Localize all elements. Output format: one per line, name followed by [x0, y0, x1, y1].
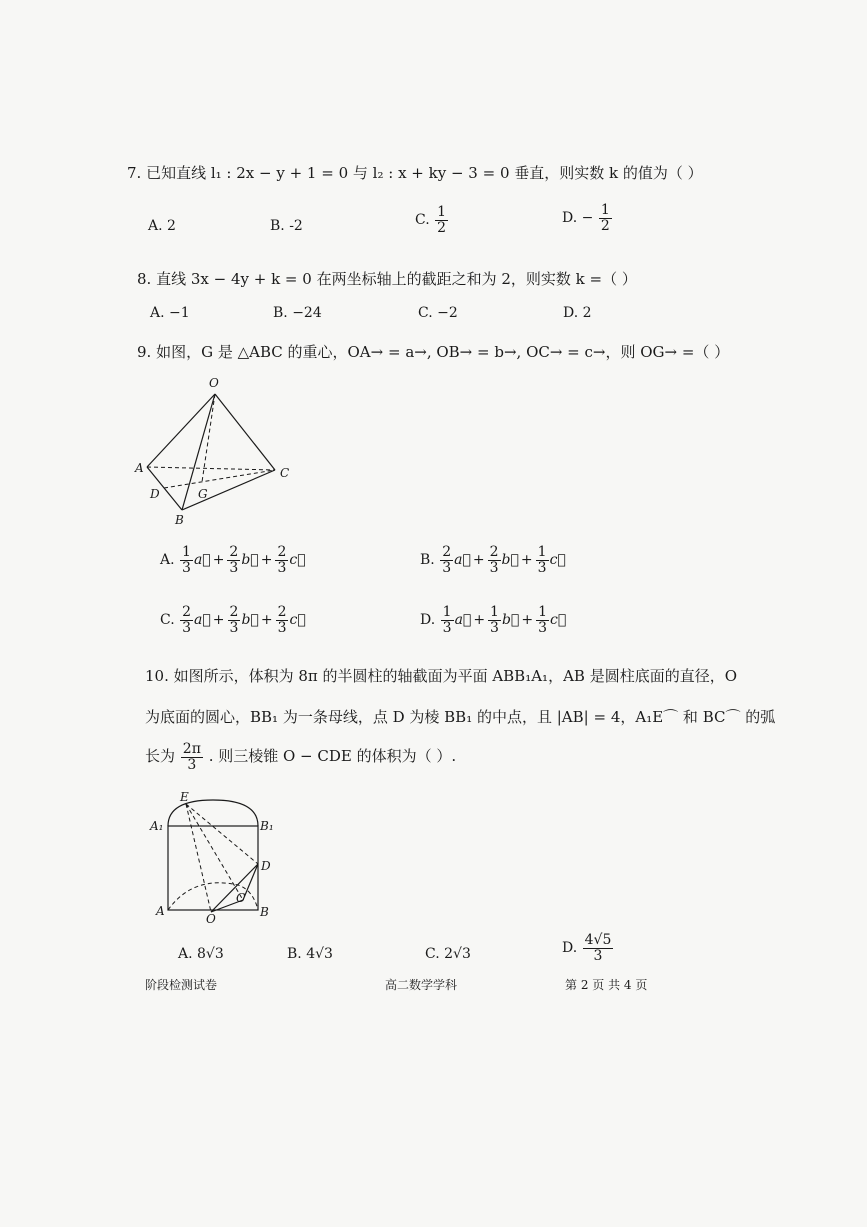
vector-symbol: c⃗ [289, 552, 306, 569]
coefficient-fraction [180, 545, 193, 575]
question-7-stem: 7. 已知直线 l₁ : 2x − y + 1 = 0 与 l₂ : x + ky − 3 = 0 垂直，则实数 k 的值为（ ） [127, 164, 703, 182]
vertex-label-c: C [280, 466, 290, 480]
fraction-denominator: 3 [182, 619, 192, 636]
q9-option-a-expression [179, 544, 310, 576]
q10-line3-suffix: . 则三棱锥 O − CDE 的体积为（ ）. [208, 747, 457, 766]
fraction-denominator: 3 [277, 559, 287, 576]
plus-sign: + [520, 552, 533, 569]
fraction-numerator: 2 [182, 604, 192, 620]
fraction-numerator: 2 [277, 544, 287, 560]
vector-symbol: c⃗ [549, 552, 566, 569]
fraction-denominator: 3 [490, 619, 499, 636]
q10-option-a: A. 8√3 [178, 946, 224, 962]
point-label-e: E [180, 790, 189, 804]
q7-option-b: B. -2 [270, 218, 303, 234]
vector-symbol: a⃗ [454, 612, 472, 629]
footer-exam-name: 阶段检测试卷 [145, 978, 218, 992]
question-10-line-3 [145, 742, 456, 772]
fraction-denominator: 2 [437, 219, 447, 236]
q7-option-d [562, 203, 613, 233]
fraction-denominator: 3 [537, 559, 547, 576]
point-label-g: G [198, 487, 208, 501]
q8-option-b: B. −24 [273, 305, 322, 321]
vector-symbol: a⃗ [194, 612, 211, 629]
plus-sign: + [521, 612, 534, 629]
coefficient-fraction [180, 605, 193, 635]
point-label-a: A [156, 904, 165, 918]
coefficient-fraction [440, 545, 453, 575]
fraction-denominator: 3 [277, 619, 287, 636]
fraction-numerator: 2 [229, 544, 239, 560]
fraction-numerator: 2 [442, 544, 452, 560]
fraction-numerator: 1 [600, 202, 610, 218]
fraction-numerator: 1 [538, 604, 547, 620]
fraction-denominator: 3 [489, 559, 499, 576]
q7-option-c-label: C. [415, 212, 430, 229]
q9-option-c [160, 605, 310, 635]
q9-option-b [420, 545, 570, 575]
fraction-denominator: 3 [182, 559, 191, 576]
q9-option-d [420, 605, 570, 635]
vertex-label-o: O [209, 376, 219, 390]
coefficient-fraction [536, 545, 549, 575]
q7-option-d-label: D. − [562, 210, 594, 227]
fraction-numerator: 4√5 [584, 932, 612, 948]
q7-option-c [415, 205, 449, 235]
q8-option-d: D. 2 [563, 305, 592, 321]
half-cylinder-figure [148, 790, 278, 925]
q7-option-d-fraction [599, 203, 612, 233]
q10-option-b: B. 4√3 [287, 946, 333, 962]
vector-symbol: b⃗ [501, 612, 520, 629]
footer-subject: 高二数学学科 [385, 978, 458, 992]
q8-option-c: C. −2 [418, 305, 458, 321]
coefficient-fraction [276, 605, 289, 635]
plus-sign: + [260, 612, 273, 629]
point-label-a1: A₁ [150, 819, 164, 833]
vector-symbol: b⃗ [241, 612, 259, 629]
q9-option-c-expression [179, 604, 310, 636]
plus-sign: + [212, 612, 225, 629]
vector-symbol: c⃗ [289, 612, 306, 629]
vector-symbol: b⃗ [241, 552, 259, 569]
q9-option-d-label: D. [420, 612, 436, 629]
coefficient-fraction [488, 545, 501, 575]
fraction-numerator: 1 [182, 544, 191, 560]
coefficient-fraction [228, 605, 241, 635]
point-label-o: O [206, 912, 216, 925]
q10-arc-length-fraction [181, 742, 203, 772]
q8-option-a: A. −1 [150, 305, 190, 321]
plus-sign: + [472, 552, 485, 569]
q10-line3-prefix: 长为 [145, 747, 176, 766]
q9-option-a-label: A. [160, 552, 175, 569]
fraction-denominator: 3 [593, 947, 603, 964]
footer-page-number: 第 2 页 共 4 页 [565, 978, 648, 992]
fraction-numerator: 2π [182, 741, 201, 757]
vertex-label-b: B [175, 513, 184, 527]
vertex-label-a: A [135, 461, 144, 475]
q7-option-a: A. 2 [148, 218, 176, 234]
tetrahedron-figure [130, 372, 300, 532]
plus-sign: + [212, 552, 225, 569]
coefficient-fraction [536, 605, 549, 635]
question-9-stem: 9. 如图，G 是 △ABC 的重心，OA→ = a→, OB→ = b→, OC→ = c→，则 OG→ =（ ） [137, 343, 730, 361]
vector-symbol: a⃗ [454, 552, 471, 569]
q9-option-c-label: C. [160, 612, 175, 629]
q9-option-b-expression [439, 544, 570, 576]
fraction-denominator: 3 [442, 619, 452, 636]
fraction-numerator: 2 [277, 604, 287, 620]
q10-option-d-fraction [583, 933, 614, 963]
point-label-d: D [261, 859, 271, 873]
fraction-numerator: 1 [537, 544, 547, 560]
point-label-b: B [260, 905, 269, 919]
fraction-numerator: 1 [490, 604, 499, 620]
fraction-denominator: 2 [600, 217, 610, 234]
q9-option-b-label: B. [420, 552, 435, 569]
fraction-denominator: 3 [229, 559, 239, 576]
q7-option-c-fraction [435, 205, 448, 235]
q10-option-c: C. 2√3 [425, 946, 471, 962]
fraction-numerator: 2 [489, 544, 499, 560]
plus-sign: + [473, 612, 486, 629]
question-10-line-2: 为底面的圆心，BB₁ 为一条母线，点 D 为棱 BB₁ 的中点，且 |AB| = 4，A₁E⌒ 和 BC⌒ 的弧 [145, 708, 776, 726]
fraction-denominator: 3 [538, 619, 547, 636]
fraction-numerator: 1 [437, 204, 447, 220]
coefficient-fraction [227, 545, 240, 575]
question-10-line-1: 10. 如图所示，体积为 8π 的半圆柱的轴截面为平面 ABB₁A₁，AB 是圆柱底面的直径，O [145, 667, 737, 685]
point-label-b1: B₁ [260, 819, 274, 833]
question-8-stem: 8. 直线 3x − 4y + k = 0 在两坐标轴上的截距之和为 2，则实数 k =（ ） [137, 270, 637, 288]
coefficient-fraction [488, 605, 501, 635]
fraction-denominator: 3 [442, 559, 452, 576]
fraction-denominator: 3 [229, 619, 239, 636]
q9-option-d-expression [440, 604, 571, 636]
point-label-c: C [236, 891, 246, 905]
plus-sign: + [260, 552, 273, 569]
point-label-d: D [150, 487, 160, 501]
q10-option-d [562, 933, 614, 963]
fraction-numerator: 1 [442, 604, 452, 620]
vector-symbol: c⃗ [550, 612, 567, 629]
q10-option-d-label: D. [562, 940, 578, 957]
vector-symbol: a⃗ [193, 552, 211, 569]
fraction-denominator: 3 [187, 756, 197, 773]
vector-symbol: b⃗ [501, 552, 519, 569]
coefficient-fraction [275, 545, 288, 575]
q9-option-a [160, 545, 310, 575]
coefficient-fraction [441, 605, 454, 635]
fraction-numerator: 2 [229, 604, 239, 620]
